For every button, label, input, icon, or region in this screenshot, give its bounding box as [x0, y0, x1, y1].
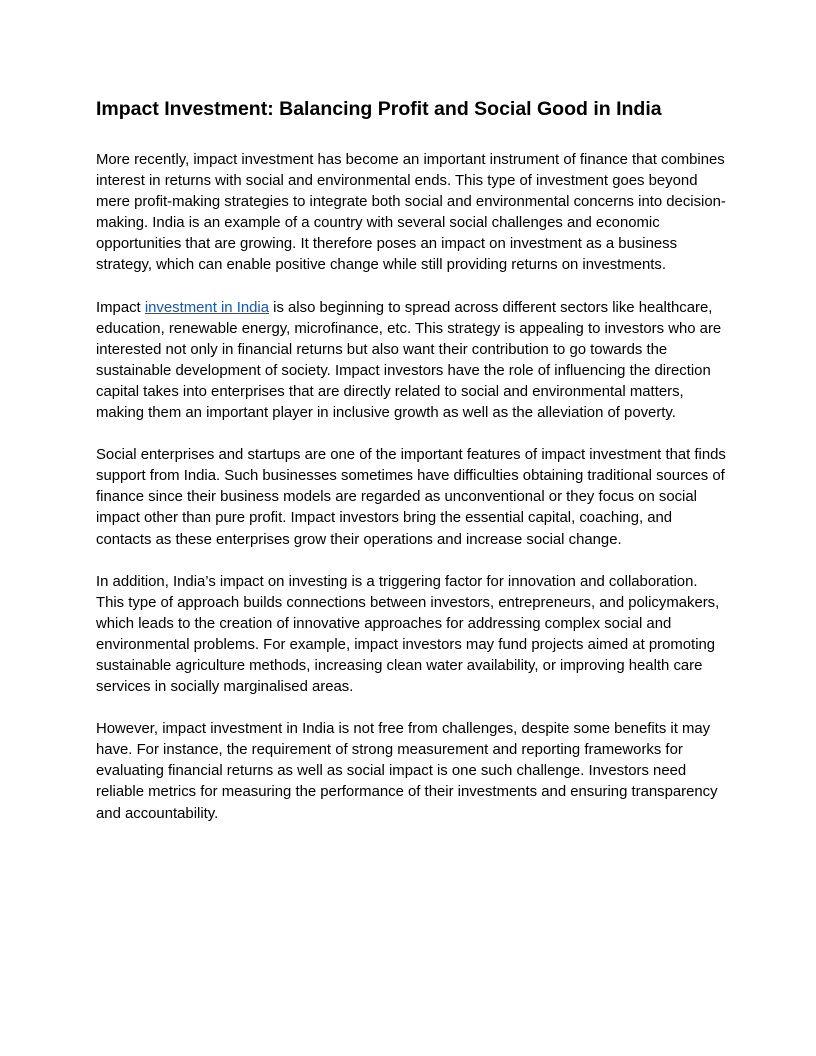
paragraph-3: Social enterprises and startups are one of the important features of impact investment that finds support from India. Such businesses sometimes have difficulties obtaining traditional sources of finance since their business models are regarded as unconventional or they focus on social impact other than pure profit. Impact investors bring the essential capital, coaching, and contacts as these enterprises grow their operations and increase social change.: [96, 447, 726, 548]
document-title: Impact Investment: Balancing Profit and Social Good in India: [96, 98, 662, 120]
paragraph-2-lead: Impact: [96, 299, 145, 316]
paragraph-2-body: is also beginning to spread across different sectors like healthcare, education, renewable energy, microfinance, etc. This strategy is appealing to investors who are interested not only in financial returns but also want their contribution to go towards the sustainable development of society. Impact investors have the role of influencing the direction capital takes into enterprises that are directly related to social and environmental matters, making them an important player in inclusive growth as well as the alleviation of poverty.: [96, 299, 722, 422]
document-page: [96, 94, 728, 846]
paragraph-4: In addition, India’s impact on investing is a triggering factor for innovation and collaboration. This type of approach builds connections between investors, entrepreneurs, and policymakers, which leads to the creation of innovative approaches for addressing complex social and environmental problems. For example, impact investors may fund projects aimed at promoting sustainable agriculture methods, increasing clean water availability, or improving health care services in socially marginalised areas.: [96, 573, 720, 696]
paragraph-1: More recently, impact investment has become an important instrument of finance that combines interest in returns with social and environmental ends. This type of investment goes beyond mere profit-making strategies to integrate both social and environmental concerns into decision-making. India is an example of a country with several social challenges and economic opportunities that are growing. It therefore poses an impact on investment as a business strategy, which can enable positive change while still providing returns on investments.: [96, 152, 726, 274]
paragraph-5: However, impact investment in India is not free from challenges, despite some benefits it may have. For instance, the requirement of strong measurement and reporting frameworks for evaluating financial returns as well as social impact is one such challenge. Investors need reliable metrics for measuring the performance of their investments and ensuring transparency and accountability.: [96, 721, 718, 822]
investment-in-india-link[interactable]: investment in India: [144, 299, 269, 316]
paragraph-2: [96, 298, 728, 425]
